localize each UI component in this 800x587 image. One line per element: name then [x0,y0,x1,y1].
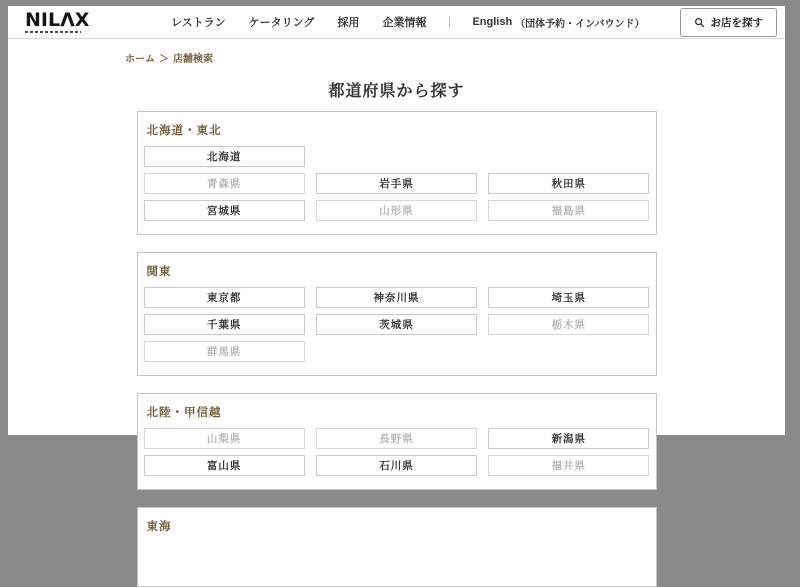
english-note: （団体予約・インバウンド） [515,18,645,30]
pref-button-kanagawa[interactable]: 神奈川県 [316,287,477,308]
region-title: 東海 [146,521,172,533]
pref-row [144,146,650,167]
region-section-hokuriku-koshinetsu [137,393,657,490]
region-title: 北海道・東北 [146,125,222,137]
region-section-kanto [137,252,657,376]
browser-page [8,6,785,533]
pref-button-hokkaido[interactable]: 北海道 [144,146,305,167]
header-nav [171,8,777,37]
nav-divider: ｜ [443,15,456,30]
nav-item-company[interactable]: 企業情報 [382,17,427,29]
region-title: 北陸・甲信越 [146,407,222,419]
prefecture-search-main [137,111,657,587]
pref-button-yamagata: 山形県 [316,200,477,221]
nilax-logo-text: NILΛX [25,9,90,31]
logo-tagline [25,31,81,33]
breadcrumb-separator: ＞ [159,54,169,65]
pref-row [144,287,650,308]
pref-button-miyagi[interactable]: 宮城県 [144,200,305,221]
pref-row [144,455,650,476]
page-title: 都道府県から探す [328,83,465,100]
pref-row [144,341,650,362]
pref-button-chiba[interactable]: 千葉県 [144,314,305,335]
nav-item-restaurant[interactable]: レストラン [170,17,226,29]
pref-button-fukui: 福井県 [488,455,649,476]
search-icon [694,17,705,28]
pref-row [144,314,650,335]
pref-button-toyama[interactable]: 富山県 [144,455,305,476]
find-store-label: お店を探す [710,16,763,29]
pref-button-fukushima: 福島県 [488,200,649,221]
pref-button-akita[interactable]: 秋田県 [488,173,649,194]
region-section-hokkaido-tohoku [137,111,657,235]
breadcrumb-current: 店舗検索 [173,54,213,65]
breadcrumb [125,50,785,65]
site-header [8,6,785,39]
pref-row [144,173,650,194]
nav-item-english[interactable] [472,15,644,30]
pref-row [144,200,650,221]
nav-item-recruit[interactable]: 採用 [337,17,360,29]
nilax-logo[interactable] [25,11,89,33]
pref-button-saitama[interactable]: 埼玉県 [488,287,649,308]
pref-button-yamanashi: 山梨県 [144,428,305,449]
pref-button-gunma: 群馬県 [144,341,305,362]
english-label: English [472,16,513,28]
pref-button-tokyo[interactable]: 東京都 [144,287,305,308]
region-section-tokai [137,507,657,587]
pref-row [144,428,650,449]
pref-button-tochigi: 栃木県 [488,314,649,335]
pref-button-ishikawa[interactable]: 石川県 [316,455,477,476]
region-title: 関東 [146,266,172,278]
find-store-button[interactable] [680,8,778,37]
nav-item-catering[interactable]: ケータリング [248,17,315,29]
pref-button-nagano: 長野県 [316,428,477,449]
pref-button-aomori: 青森県 [144,173,305,194]
breadcrumb-home[interactable]: ホーム [125,54,155,65]
pref-button-niigata[interactable]: 新潟県 [488,428,649,449]
pref-button-iwate[interactable]: 岩手県 [316,173,477,194]
pref-button-ibaraki[interactable]: 茨城県 [316,314,477,335]
